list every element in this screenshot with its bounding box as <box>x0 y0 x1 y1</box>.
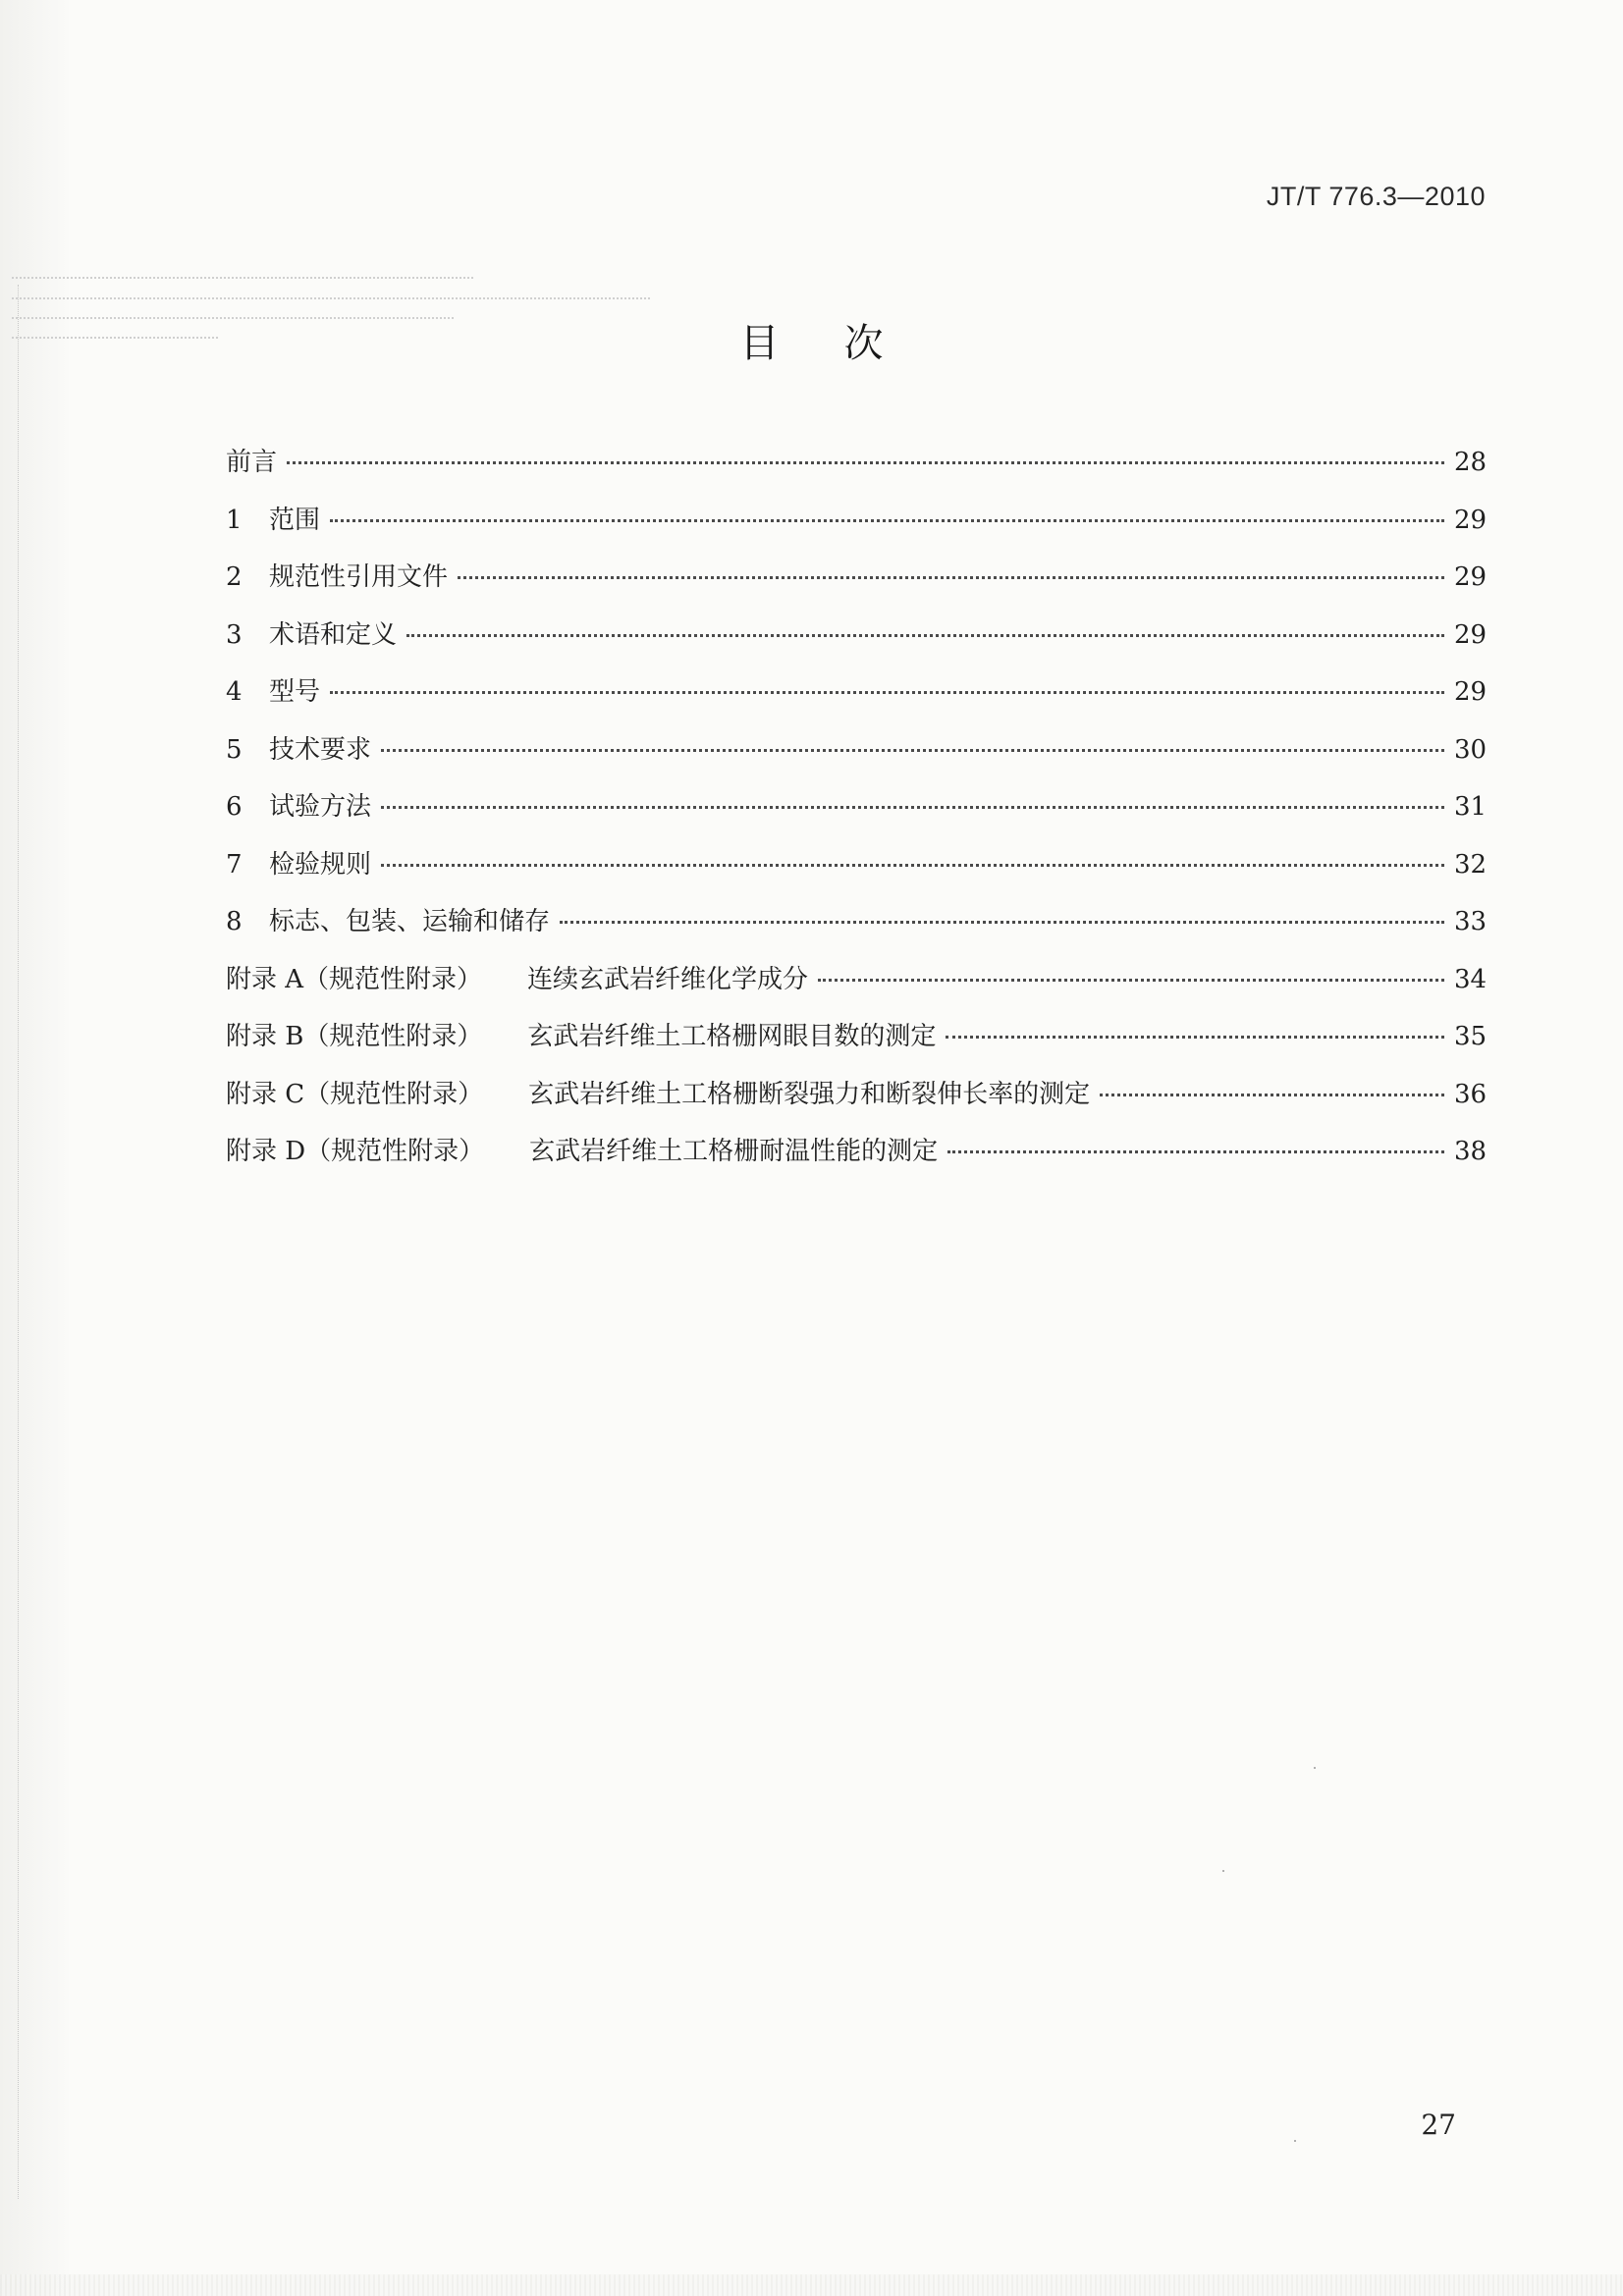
toc-entry[interactable] <box>226 561 1486 618</box>
toc-entry-label: 规范性引用文件 <box>269 562 449 592</box>
toc-appendix-entry[interactable] <box>226 1078 1486 1136</box>
toc-dot-leader <box>330 691 1444 694</box>
scan-speck <box>1314 1767 1316 1769</box>
toc-entry-number: 5 <box>226 734 243 765</box>
toc-entry[interactable] <box>226 905 1486 963</box>
toc-entry-page: 29 <box>1454 677 1488 707</box>
toc-entry-label: 检验规则 <box>269 849 372 880</box>
toc-entry-label: 标志、包装、运输和储存 <box>269 907 551 936</box>
toc-appendix-page: 36 <box>1454 1079 1488 1109</box>
toc-appendix-entry[interactable] <box>226 1020 1486 1078</box>
toc-appendix-label: 玄武岩纤维土工格栅网眼目数的测定 <box>527 1022 937 1051</box>
toc-entry-page: 31 <box>1454 792 1488 822</box>
toc-dot-leader <box>458 576 1444 579</box>
toc-dot-leader <box>1100 1094 1444 1096</box>
toc-entry-page: 32 <box>1454 849 1488 880</box>
toc-appendix-label: 玄武岩纤维土工格栅耐温性能的测定 <box>529 1137 939 1166</box>
toc-entry[interactable] <box>226 733 1486 791</box>
toc-entry-number: 7 <box>226 849 243 880</box>
page-number: 27 <box>1421 2109 1456 2141</box>
toc-entry-number: 8 <box>226 907 243 936</box>
toc-appendix-label: 连续玄武岩纤维化学成分 <box>527 964 809 994</box>
scan-bottom-edge <box>0 2274 1623 2296</box>
toc-appendix-prefix: 附录 B（规范性附录） <box>226 1022 483 1051</box>
toc-title: 目次 <box>739 321 948 366</box>
standard-code: JT/T 776.3—2010 <box>1266 182 1486 211</box>
toc-entry[interactable] <box>226 504 1486 561</box>
toc-entry-number: 4 <box>226 677 243 707</box>
toc-appendix-prefix: 附录 C（规范性附录） <box>226 1079 484 1109</box>
toc-dot-leader <box>818 979 1444 982</box>
toc-entry-label: 试验方法 <box>269 792 372 822</box>
toc-entry-number: 3 <box>226 619 243 650</box>
scan-artifact <box>12 297 650 299</box>
toc-entry[interactable] <box>226 618 1486 676</box>
scan-speck <box>1222 1870 1224 1872</box>
toc-entry-label: 前言 <box>226 448 278 477</box>
scan-artifact <box>12 277 473 279</box>
toc-entry-page: 30 <box>1454 734 1488 765</box>
toc-dot-leader <box>381 864 1444 867</box>
toc-appendix-prefix: 附录 A（规范性附录） <box>226 964 483 994</box>
toc-appendix-label: 玄武岩纤维土工格栅断裂强力和断裂伸长率的测定 <box>528 1079 1091 1109</box>
toc-appendix-page: 34 <box>1454 964 1488 994</box>
toc-appendix-page: 35 <box>1454 1022 1488 1051</box>
toc-entry-page: 28 <box>1454 448 1488 477</box>
toc-entry-page: 29 <box>1454 619 1488 650</box>
toc-dot-leader <box>560 921 1444 924</box>
toc-entry[interactable] <box>226 790 1486 848</box>
toc-dot-leader <box>381 749 1444 752</box>
toc-entry[interactable] <box>226 446 1486 504</box>
toc-appendix-prefix: 附录 D（规范性附录） <box>226 1137 485 1166</box>
toc-entry-label: 技术要求 <box>269 734 372 765</box>
toc-appendix-entry[interactable] <box>226 1135 1486 1193</box>
toc-entry-label: 范围 <box>269 505 321 535</box>
table-of-contents <box>226 446 1486 1193</box>
toc-appendix-page: 38 <box>1454 1137 1488 1166</box>
toc-dot-leader <box>947 1150 1444 1153</box>
toc-dot-leader <box>406 634 1444 637</box>
toc-entry-page: 29 <box>1454 505 1488 535</box>
toc-appendix-entry[interactable] <box>226 963 1486 1021</box>
toc-entry-number: 6 <box>226 792 243 822</box>
toc-entry[interactable] <box>226 675 1486 733</box>
toc-entry-page: 33 <box>1454 907 1488 936</box>
toc-dot-leader <box>330 519 1444 522</box>
toc-entry-number: 1 <box>226 505 243 535</box>
toc-entry-number: 2 <box>226 562 243 592</box>
toc-dot-leader <box>946 1036 1444 1039</box>
toc-dot-leader <box>381 806 1444 809</box>
toc-entry[interactable] <box>226 848 1486 906</box>
toc-entry-label: 术语和定义 <box>269 619 398 650</box>
toc-dot-leader <box>287 461 1444 464</box>
scan-speck <box>1294 2140 1296 2142</box>
toc-entry-label: 型号 <box>269 677 321 707</box>
toc-entry-page: 29 <box>1454 562 1488 592</box>
